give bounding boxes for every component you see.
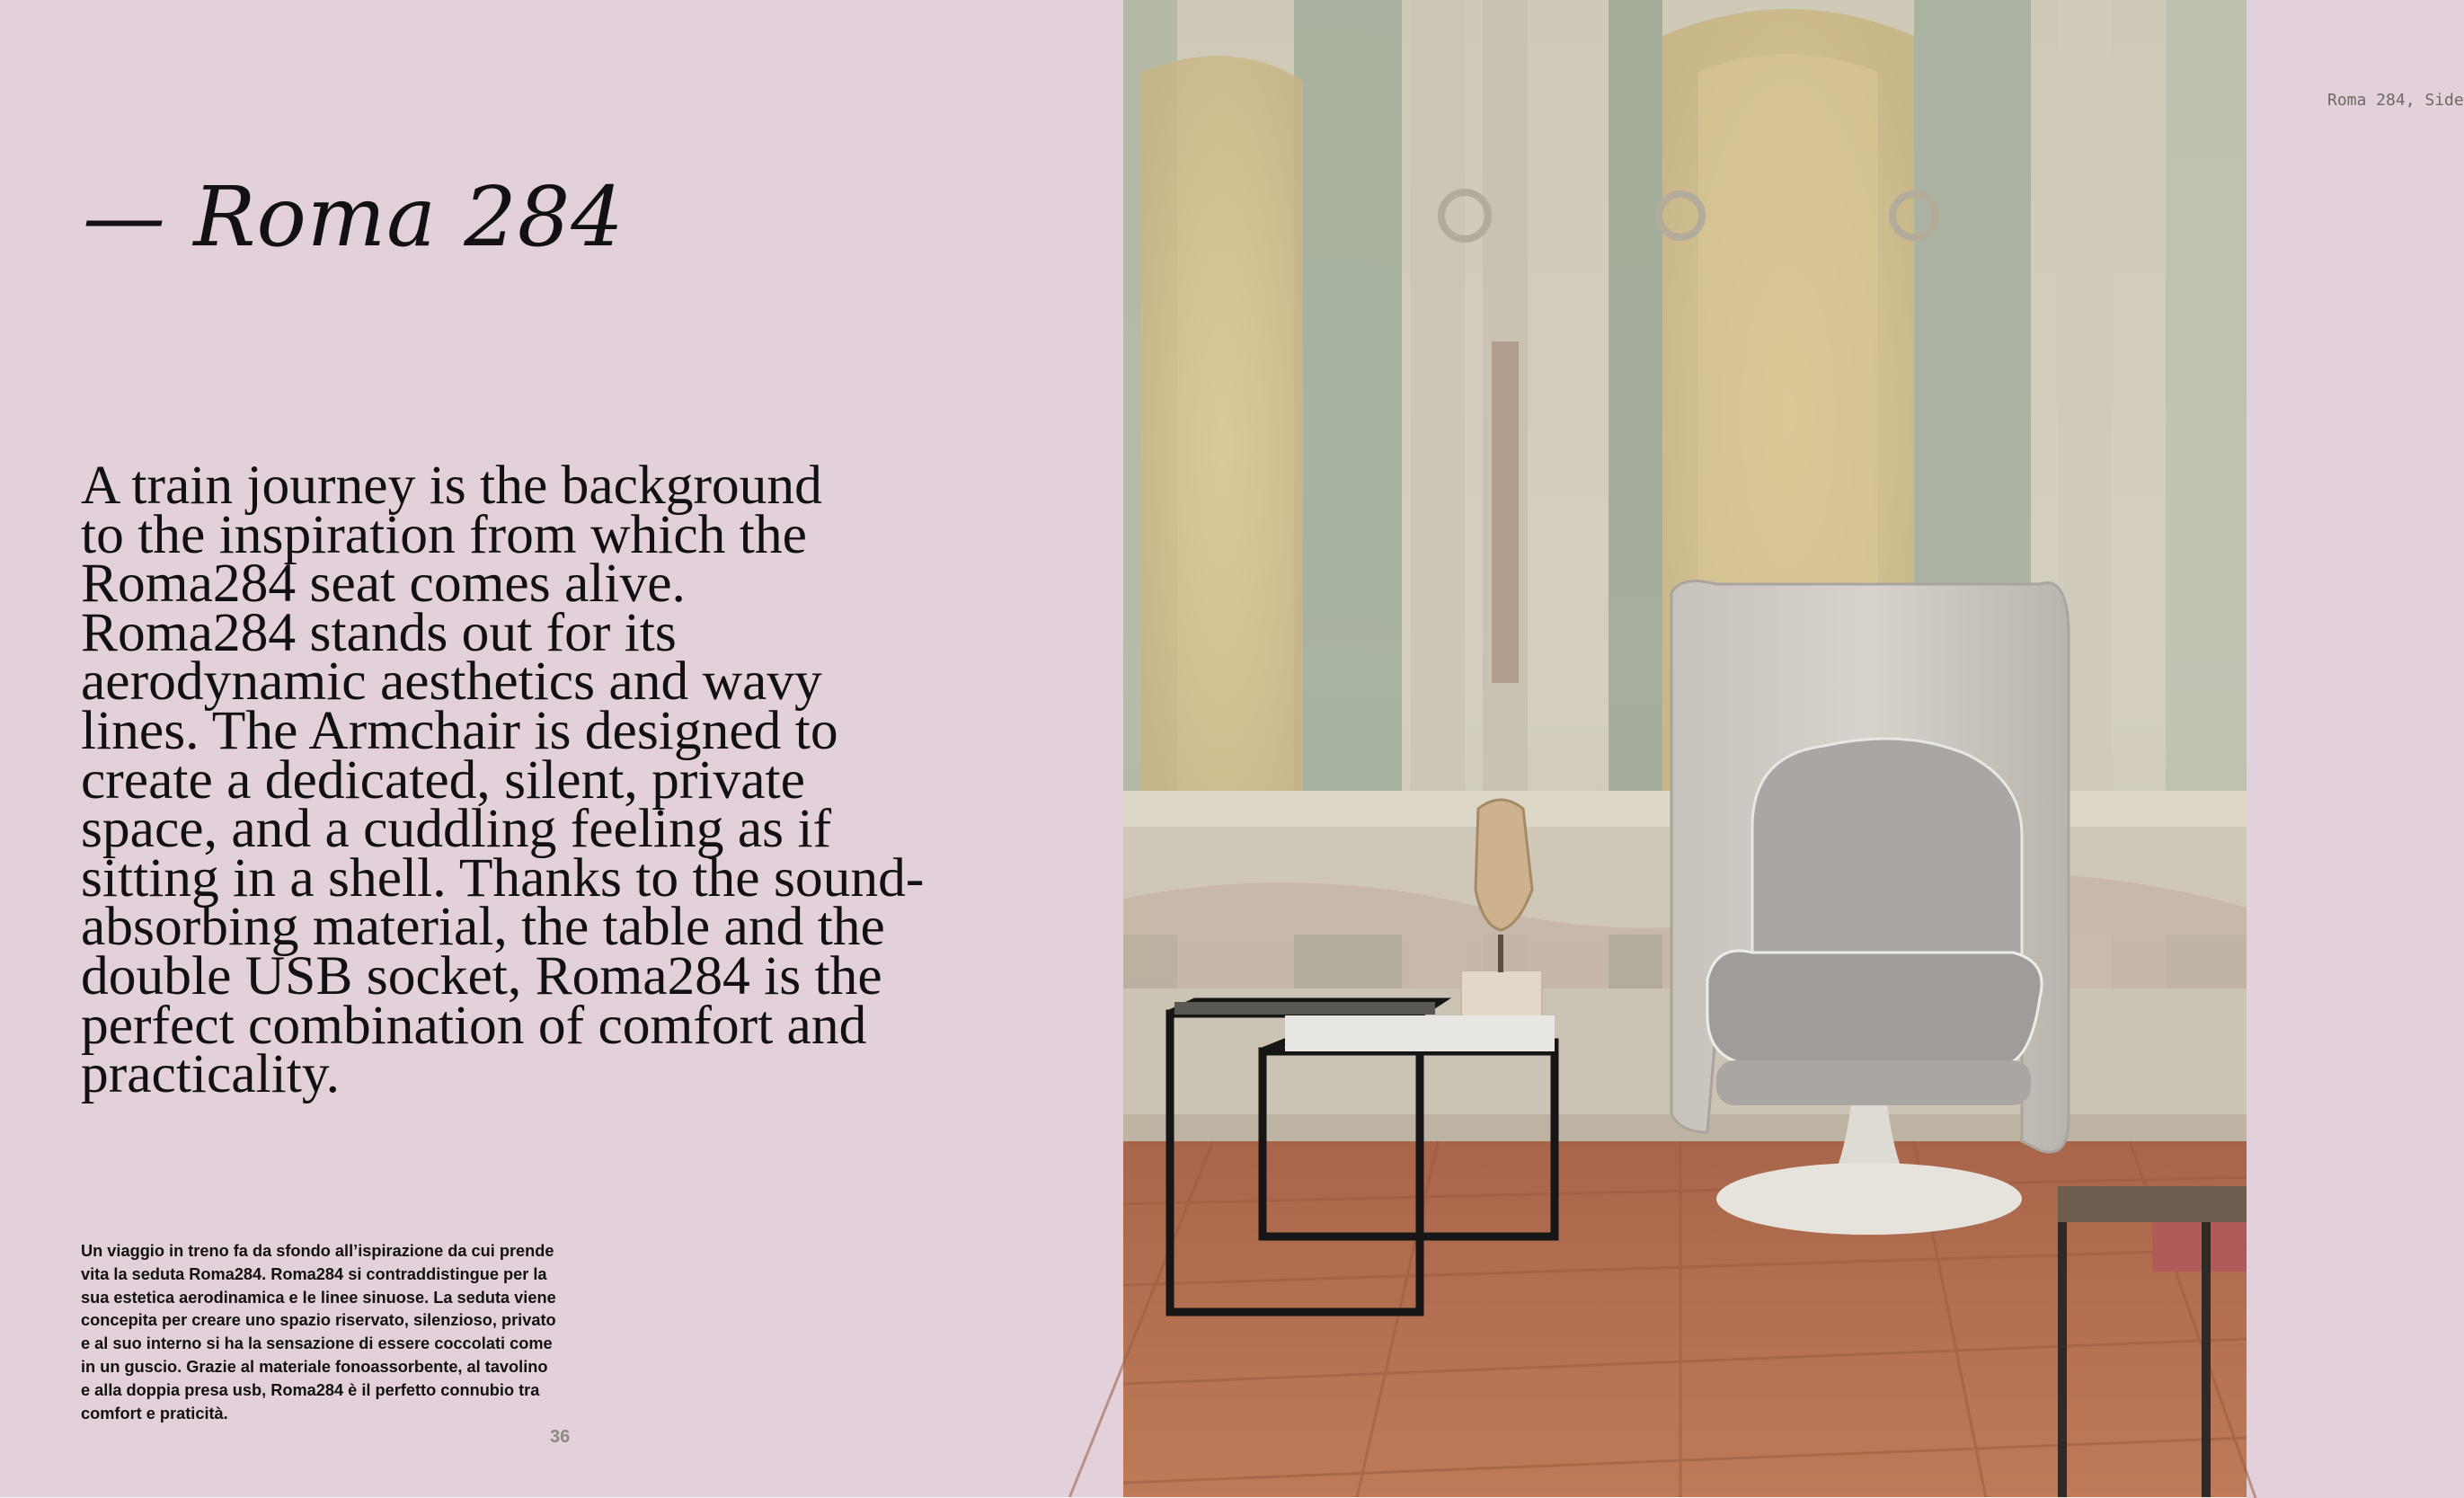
body-line: perfect combination of comfort and [81, 994, 867, 1056]
body-line: A train journey is the background [81, 455, 822, 516]
body-line: Un viaggio in treno fa da sfondo all’ispirazione da cui prende [81, 1242, 554, 1260]
product-photo [1123, 0, 2464, 1498]
text-page [0, 0, 1123, 1498]
body-line: comfort e praticità. [81, 1404, 228, 1423]
body-line: sua estetica aerodinamica e le linee sinuose. La seduta viene [81, 1288, 556, 1307]
photo-caption: Roma 284, Side [2327, 91, 2464, 110]
body-line: concepita per creare uno spazio riservato, silenzioso, privato [81, 1311, 556, 1330]
body-line: create a dedicated, silent, private [81, 749, 805, 811]
body-line: lines. The Armchair is designed to [81, 699, 838, 761]
body-line: e al suo interno si ha la sensazione di essere coccolati come [81, 1334, 553, 1353]
body-line: aerodynamic aesthetics and wavy [81, 651, 822, 713]
body-line: to the inspiration from which the [81, 503, 807, 565]
body-line: Roma284 stands out for its [81, 601, 677, 663]
body-line: absorbing material, the table and the [81, 896, 885, 958]
armchair-scene-illustration [1123, 0, 2247, 1498]
page-title: — Roma 284 [83, 169, 625, 265]
body-line: space, and a cuddling feeling as if [81, 798, 832, 860]
body-line: double USB socket, Roma284 is the [81, 944, 882, 1006]
body-line: Roma284 seat comes alive. [81, 553, 686, 615]
body-line: e alla doppia presa usb, Roma284 è il perfetto connubio tra [81, 1380, 540, 1399]
english-description [81, 455, 1069, 1105]
body-line: sitting in a shell. Thanks to the sound- [81, 847, 925, 909]
body-line: vita la seduta Roma284. Roma284 si contraddistingue per la [81, 1264, 547, 1283]
body-line: practicality. [81, 1043, 340, 1105]
page-number: 36 [550, 1427, 571, 1447]
italian-description [81, 1240, 584, 1425]
body-line: in un guscio. Grazie al materiale fonoassorbente, al tavolino [81, 1357, 548, 1376]
